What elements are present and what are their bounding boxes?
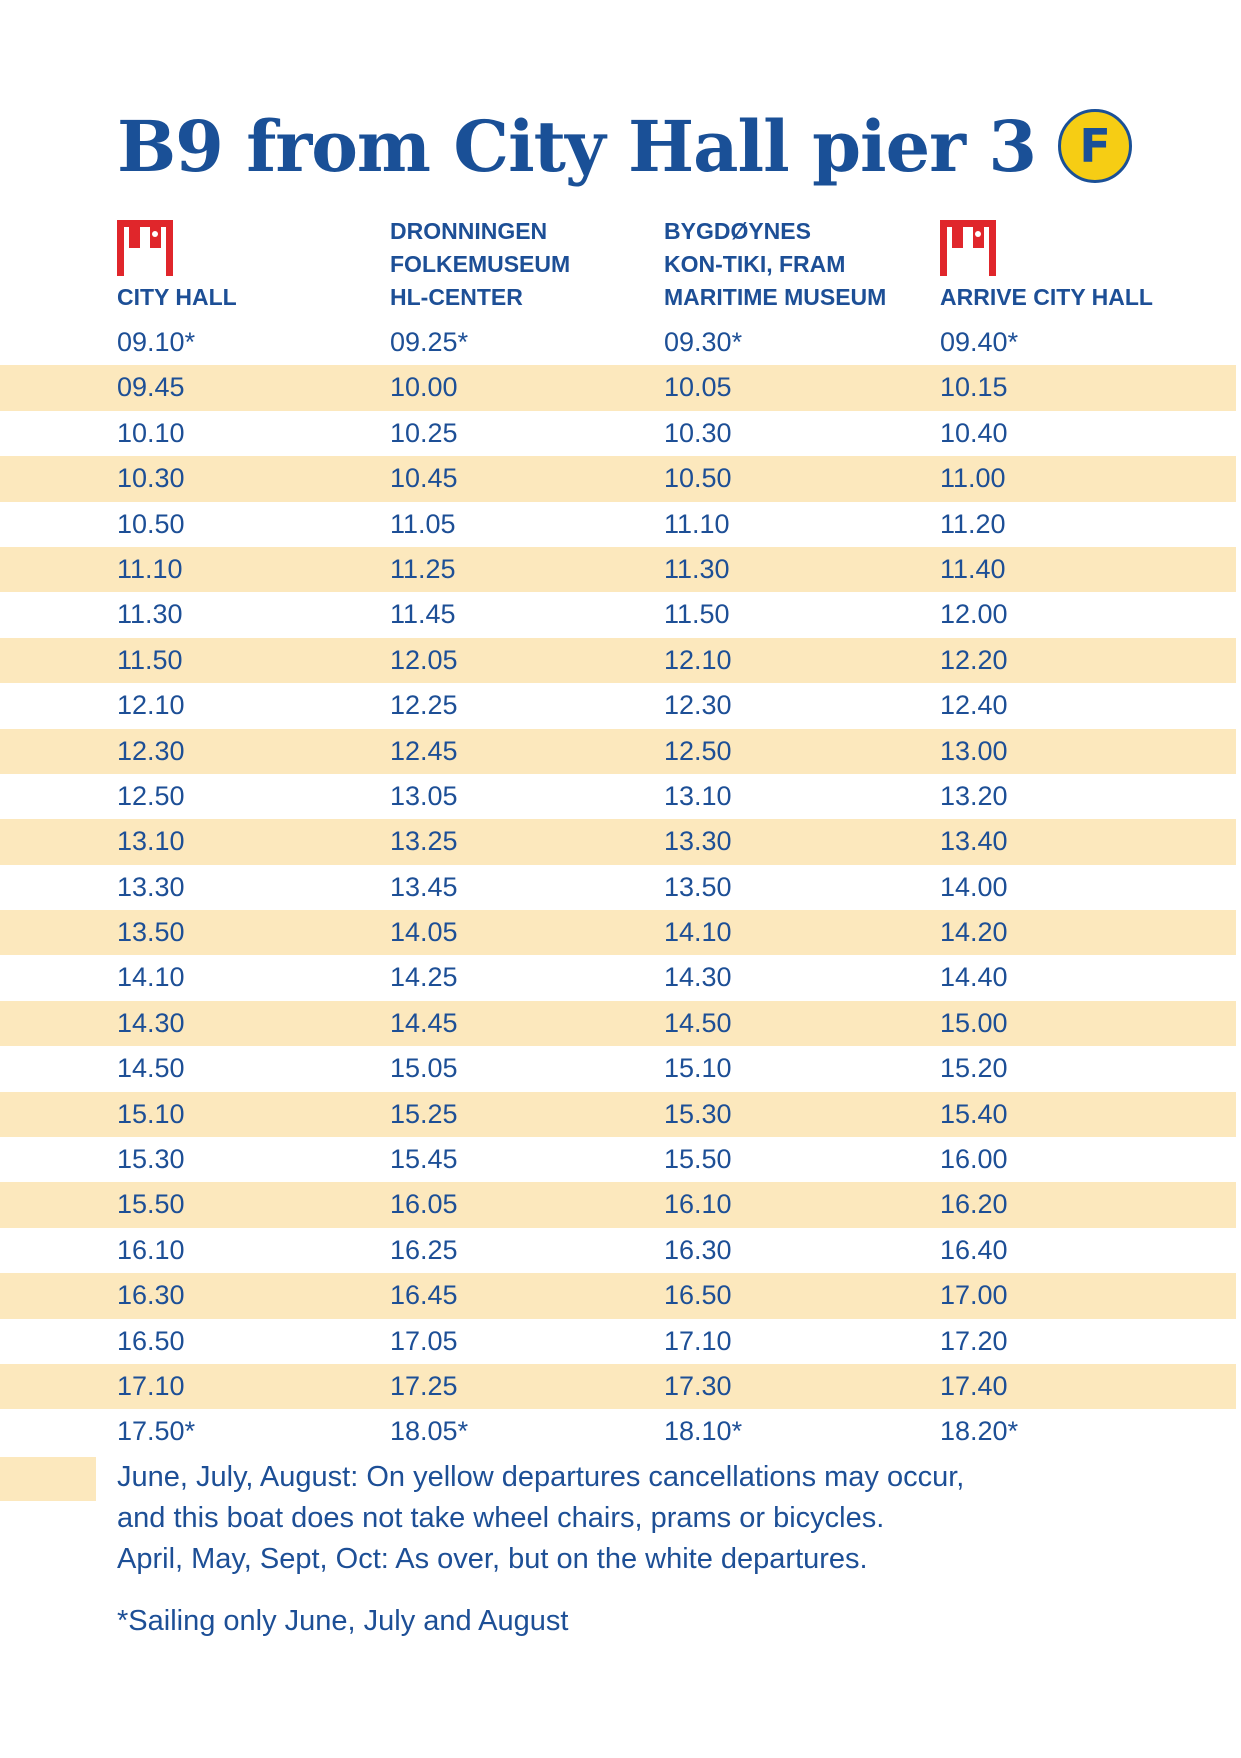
time-cell: 16.50: [117, 1325, 185, 1356]
notes: [117, 1457, 1227, 1580]
table-row: [0, 320, 1241, 365]
time-cell: 16.40: [940, 1234, 1008, 1265]
time-cell: 10.45: [390, 463, 458, 494]
table-row: [0, 910, 1236, 955]
city-hall-icon: [117, 220, 173, 276]
time-cell: 10.50: [117, 508, 185, 539]
time-cell: 12.25: [390, 690, 458, 721]
table-row: [0, 411, 1241, 456]
column-header: [117, 204, 397, 314]
time-cell: 14.20: [940, 917, 1008, 948]
time-cell: 16.05: [390, 1189, 458, 1220]
footnote: *Sailing only June, July and August: [117, 1605, 569, 1637]
time-cell: 14.30: [664, 962, 732, 993]
time-cell: 15.00: [940, 1007, 1008, 1038]
column-header-label: [117, 281, 237, 314]
time-cell: 18.10*: [664, 1416, 743, 1447]
time-cell: 11.40: [940, 553, 1006, 584]
time-cell: 10.05: [664, 372, 732, 403]
title-text: B9 from City Hall pier 3: [117, 104, 1037, 188]
time-cell: 14.10: [117, 962, 185, 993]
note-line: and this boat does not take wheel chairs, prams or bicycles.: [117, 1502, 885, 1534]
time-cell: 10.50: [664, 463, 732, 494]
time-cell: 12.10: [117, 690, 185, 721]
time-cell: 12.10: [664, 644, 732, 675]
table-row: [0, 1364, 1236, 1409]
table-row: [0, 865, 1241, 910]
time-cell: 11.50: [117, 644, 183, 675]
column-header: [940, 204, 1220, 314]
table-row: [0, 1409, 1241, 1454]
time-cell: 14.40: [940, 962, 1008, 993]
time-cell: 15.45: [390, 1144, 458, 1175]
table-row: [0, 638, 1236, 683]
time-cell: 14.30: [117, 1007, 185, 1038]
time-cell: 13.00: [940, 735, 1008, 766]
time-cell: 17.00: [940, 1280, 1008, 1311]
time-cell: 11.10: [664, 508, 730, 539]
column-header: [390, 204, 670, 314]
time-cell: 11.45: [390, 599, 456, 630]
time-cell: 11.05: [390, 508, 456, 539]
table-row: [0, 1001, 1236, 1046]
time-cell: 13.30: [664, 826, 732, 857]
column-header-line: DRONNINGEN: [390, 218, 548, 244]
time-cell: 10.25: [390, 417, 458, 448]
table-row: [0, 1092, 1236, 1137]
time-cell: 13.20: [940, 780, 1008, 811]
time-cell: 09.25*: [390, 327, 469, 357]
table-row: [0, 365, 1236, 410]
time-cell: 13.50: [664, 871, 732, 902]
time-cell: 13.50: [117, 917, 185, 948]
note-line: June, July, August: On yellow departures cancellations may occur,: [117, 1461, 965, 1493]
time-cell: 16.30: [664, 1234, 732, 1265]
table-row: [0, 1046, 1241, 1091]
column-header-label: [940, 281, 1153, 314]
time-cell: 12.20: [940, 644, 1008, 675]
time-cell: 17.30: [664, 1370, 732, 1401]
time-cell: 09.10*: [117, 327, 196, 357]
yellow-legend-swatch: [0, 1457, 96, 1501]
time-cell: 14.10: [664, 917, 732, 948]
time-cell: 12.30: [664, 690, 732, 721]
time-cell: 16.30: [117, 1280, 185, 1311]
time-cell: 10.30: [117, 463, 185, 494]
ferry-badge-icon: F: [1058, 109, 1132, 183]
time-cell: 16.10: [117, 1234, 185, 1265]
time-cell: 16.45: [390, 1280, 458, 1311]
column-header-line: ARRIVE CITY HALL: [940, 284, 1153, 310]
time-cell: 17.05: [390, 1325, 458, 1356]
column-header-label: [664, 215, 886, 314]
time-cell: 18.20*: [940, 1416, 1019, 1447]
table-row: [0, 1273, 1236, 1318]
time-cell: 15.50: [664, 1144, 732, 1175]
time-cell: 18.05*: [390, 1416, 469, 1447]
time-cell: 17.10: [117, 1370, 185, 1401]
time-cell: 15.30: [664, 1098, 732, 1129]
column-header: [664, 204, 944, 314]
note-line: April, May, Sept, Oct: As over, but on the white departures.: [117, 1543, 868, 1575]
table-row: [0, 729, 1236, 774]
time-cell: 11.50: [664, 599, 730, 630]
timetable: [0, 320, 1241, 1455]
column-header-label: [390, 215, 570, 314]
time-cell: 13.05: [390, 780, 458, 811]
column-header-line: FOLKEMUSEUM: [390, 251, 571, 277]
time-cell: 17.25: [390, 1370, 458, 1401]
column-header-line: HL-CENTER: [390, 284, 523, 310]
time-cell: 12.50: [664, 735, 732, 766]
time-cell: 09.30*: [664, 327, 743, 357]
time-cell: 15.50: [117, 1189, 185, 1220]
time-cell: 14.45: [390, 1007, 458, 1038]
time-cell: 12.30: [117, 735, 185, 766]
time-cell: 13.30: [117, 871, 185, 902]
time-cell: 12.05: [390, 644, 458, 675]
time-cell: 17.20: [940, 1325, 1008, 1356]
time-cell: 14.05: [390, 917, 458, 948]
page-title: [117, 98, 1132, 194]
table-row: [0, 955, 1241, 1000]
time-cell: 14.50: [664, 1007, 732, 1038]
column-header-line: MARITIME MUSEUM: [664, 284, 887, 310]
column-header-line: KON-TIKI, FRAM: [664, 251, 846, 277]
time-cell: 16.25: [390, 1234, 458, 1265]
time-cell: 10.00: [390, 372, 458, 403]
time-cell: 14.00: [940, 871, 1008, 902]
time-cell: 11.30: [117, 599, 183, 630]
time-cell: 15.05: [390, 1053, 458, 1084]
table-row: [0, 774, 1241, 819]
time-cell: 17.50*: [117, 1416, 196, 1447]
table-row: [0, 456, 1236, 501]
time-cell: 12.00: [940, 599, 1008, 630]
table-row: [0, 502, 1241, 547]
column-header-line: BYGDØYNES: [664, 218, 811, 244]
time-cell: 10.15: [940, 372, 1008, 403]
table-row: [0, 819, 1236, 864]
time-cell: 17.10: [664, 1325, 732, 1356]
time-cell: 16.10: [664, 1189, 732, 1220]
time-cell: 15.30: [117, 1144, 185, 1175]
time-cell: 12.50: [117, 780, 185, 811]
time-cell: 11.30: [664, 553, 730, 584]
table-row: [0, 1182, 1236, 1227]
table-row: [0, 1228, 1241, 1273]
table-row: [0, 683, 1241, 728]
time-cell: 16.20: [940, 1189, 1008, 1220]
time-cell: 10.40: [940, 417, 1008, 448]
time-cell: 15.40: [940, 1098, 1008, 1129]
time-cell: 11.00: [940, 463, 1006, 494]
time-cell: 15.10: [664, 1053, 732, 1084]
time-cell: 13.25: [390, 826, 458, 857]
time-cell: 13.10: [664, 780, 732, 811]
table-row: [0, 1319, 1241, 1364]
time-cell: 16.50: [664, 1280, 732, 1311]
table-row: [0, 547, 1236, 592]
time-cell: 12.40: [940, 690, 1008, 721]
time-cell: 10.30: [664, 417, 732, 448]
column-header-line: CITY HALL: [117, 284, 237, 310]
time-cell: 14.50: [117, 1053, 185, 1084]
time-cell: 11.25: [390, 553, 456, 584]
table-row: [0, 592, 1241, 637]
time-cell: 13.45: [390, 871, 458, 902]
city-hall-icon: [940, 220, 996, 276]
time-cell: 15.10: [117, 1098, 185, 1129]
time-cell: 13.40: [940, 826, 1008, 857]
time-cell: 15.20: [940, 1053, 1008, 1084]
time-cell: 15.25: [390, 1098, 458, 1129]
time-cell: 12.45: [390, 735, 458, 766]
time-cell: 11.20: [940, 508, 1006, 539]
time-cell: 11.10: [117, 553, 183, 584]
time-cell: 13.10: [117, 826, 185, 857]
time-cell: 17.40: [940, 1370, 1008, 1401]
time-cell: 09.40*: [940, 327, 1019, 357]
time-cell: 14.25: [390, 962, 458, 993]
time-cell: 16.00: [940, 1144, 1008, 1175]
table-row: [0, 1137, 1241, 1182]
time-cell: 10.10: [117, 417, 185, 448]
time-cell: 09.45: [117, 372, 185, 403]
